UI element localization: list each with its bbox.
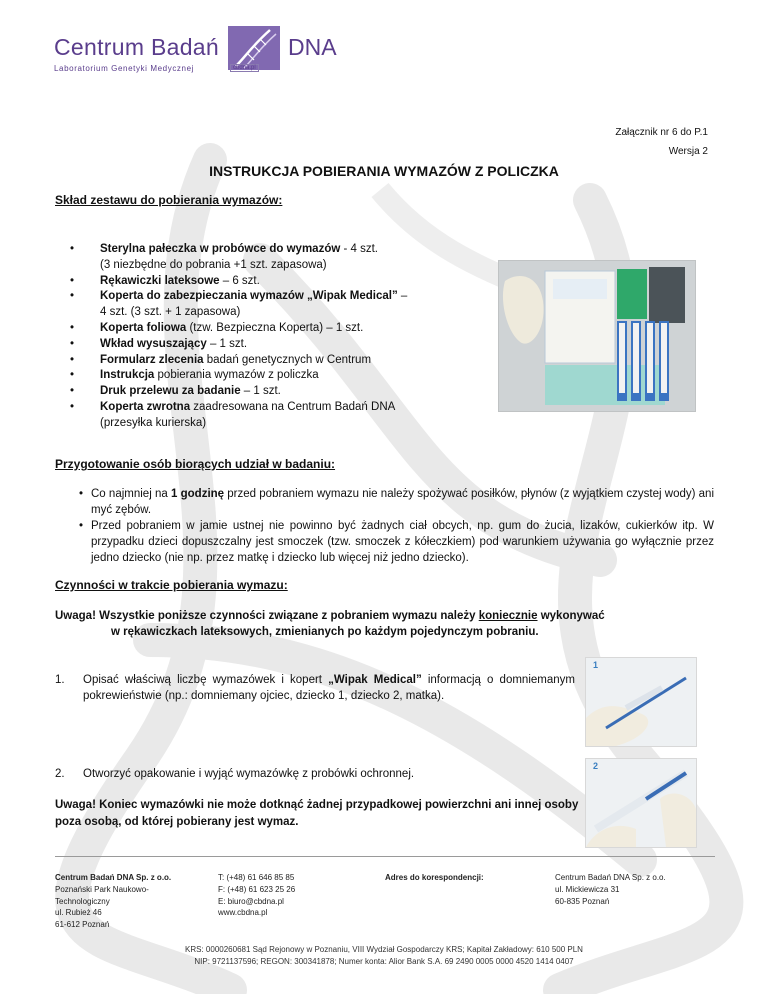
- kit-photo: [498, 260, 696, 412]
- footer-website[interactable]: www.cbdna.pl: [218, 908, 268, 918]
- company-logo: [52, 26, 352, 74]
- list-item: • Wkład wysuszający – 1 szt.: [70, 337, 465, 353]
- steps-heading: Czynności w trakcie pobierania wymazu:: [55, 578, 288, 592]
- prep-heading: Przygotowanie osób biorących udział w badaniu:: [55, 457, 336, 471]
- footer-legal: KRS: 0000260681 Sąd Rejonowy w Poznaniu, VIII Wydział Gospodarczy KRS; Kapitał Zakładowy: 610 500 PLN NIP: 9721137596; REGON: 300341878; Numer konta: Alior Bank S.A. 69 2490 0005 0000 4520 1414 0407: [185, 945, 583, 966]
- footer-email[interactable]: E: biuro@cbdna.pl: [218, 896, 284, 906]
- list-item: • Sterylna pałeczka w probówce do wymazów - 4 szt. (3 niezbędne do pobrania +1 szt. zapasowa): [70, 242, 465, 274]
- list-item: • Formularz zlecenia badań genetycznych w Centrum: [70, 353, 465, 369]
- footer-divider: [55, 856, 715, 857]
- step-2-photo: [585, 758, 697, 848]
- list-item: • Instrukcja pobierania wymazów z policzka: [70, 368, 465, 384]
- list-item: • Rękawiczki lateksowe – 6 szt.: [70, 274, 465, 290]
- warning-swab: Uwaga! Koniec wymazówki nie może dotknąć żadnej przypadkowej powierzchni ani innej osoby poza osobą, od której pobierany jest wymaz.: [55, 799, 579, 828]
- footer-correspondence-address: Centrum Badań DNA Sp. z o.o. ul. Mickiewicza 31 60-835 Poznań: [555, 873, 666, 906]
- page-title: INSTRUKCJA POBIERANIA WYMAZÓW Z POLICZKA: [209, 163, 559, 179]
- list-item: • Co najmniej na 1 godzinę przed pobraniem wymazu nie należy spożywać posiłków, płynów (z wyjątkiem czystej wody) ani myć zębów.: [79, 486, 714, 518]
- step-2: 2. Otworzyć opakowanie i wyjąć wymazówkę z probówki ochronnej.: [55, 768, 415, 780]
- logo-dna-text: DNA: [288, 34, 337, 60]
- photo-number: 2: [593, 761, 599, 771]
- list-item: • Przed pobraniem w jamie ustnej nie powinno być żadnych ciał obcych, np. gum do żucia, lizaków, cukierków itp. W przypadku dzieci dopuszczalny jest smoczek (tzw. smoczek z kółeczkiem) pod warunkiem używania go wyłącznie przez jedno dziecko (nie np. przez matkę i dziecko lub więcej niż jedno dziecko).: [79, 518, 714, 566]
- logo-url: cbdna.pl: [230, 64, 259, 72]
- footer-contact: T: (+48) 61 646 85 85 F: (+48) 61 623 25 26 E: biuro@cbdna.pl www.cbdna.pl: [218, 872, 358, 919]
- step-1: 1. Opisać właściwą liczbę wymazówek i kopert „Wipak Medical” informacją o domniemanym pokrewieństwie (np.: domniemany ojciec, dziecko 1, dziecko 2, matka).: [55, 674, 575, 702]
- logo-subtitle: Laboratorium Genetyki Medycznej: [54, 64, 194, 73]
- kit-heading: Skład zestawu do pobierania wymazów:: [55, 193, 283, 207]
- warning-gloves: Uwaga! Wszystkie poniższe czynności związane z pobraniem wymazu należy koniecznie wykonywać w rękawiczkach lateksowych, zmienianych po każdym pojedynczym pobraniu.: [55, 610, 605, 638]
- attachment-label: Załącznik nr 6 do P.1: [615, 127, 708, 138]
- logo-brand-text: Centrum Badań: [54, 34, 219, 60]
- prep-list: [79, 486, 714, 566]
- list-item: • Druk przelewu za badanie – 1 szt.: [70, 384, 465, 400]
- list-item: • Koperta do zabezpieczania wymazów „Wipak Medical” – 4 szt. (3 szt. + 1 zapasowa): [70, 289, 465, 321]
- list-item: • Koperta foliowa (tzw. Bezpieczna Koperta) – 1 szt.: [70, 321, 465, 337]
- footer-company: Centrum Badań DNA Sp. z o.o. Poznański Park Naukowo- Technologiczny ul. Rubież 46 61-612 Poznań: [55, 873, 172, 930]
- footer-correspondence-label: Adres do korespondencji:: [385, 873, 484, 882]
- version-label: Wersja 2: [668, 146, 708, 157]
- list-item: • Koperta zwrotna zaadresowana na Centrum Badań DNA (przesyłka kurierska): [70, 400, 465, 432]
- step-1-photo: [585, 657, 697, 747]
- photo-number: 1: [593, 660, 599, 670]
- kit-list: [70, 242, 465, 432]
